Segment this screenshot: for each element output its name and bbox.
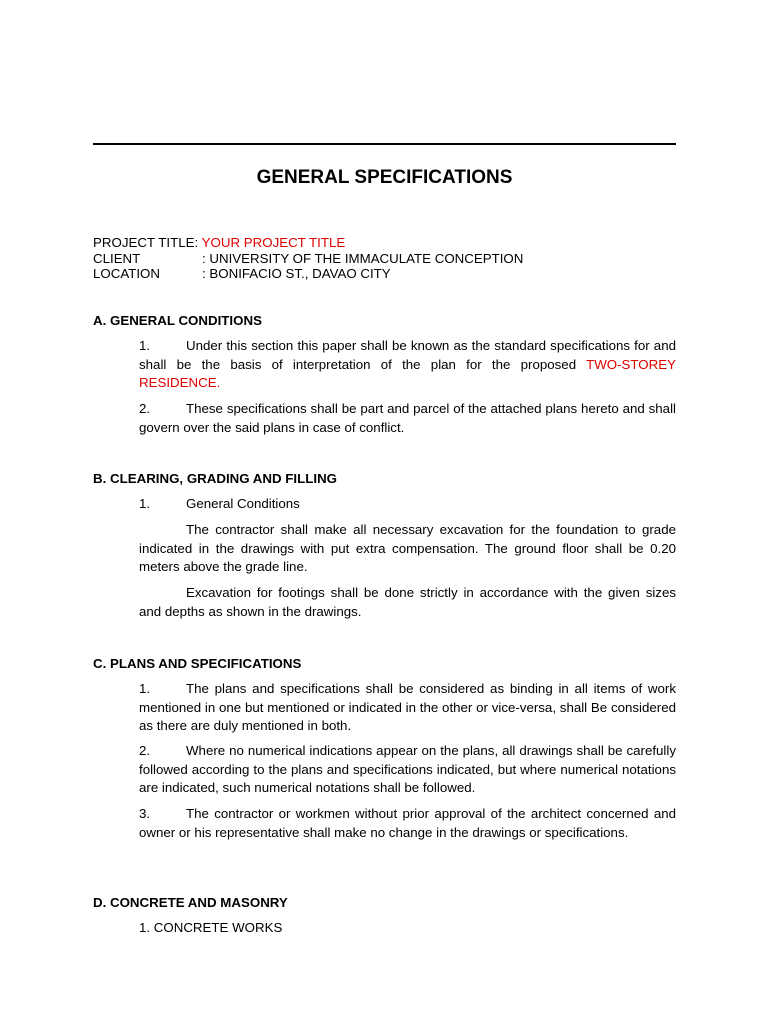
item-number: 1. bbox=[139, 338, 151, 353]
item-text: The plans and specifications shall be considered as binding in all items of work mentioned in one but mentioned or indicated in the other or vice-versa, shall Be considered as there are duly mentioned in both. bbox=[139, 681, 676, 733]
section-c-heading: C. PLANS AND SPECIFICATIONS bbox=[93, 656, 302, 671]
section-c-item-2 bbox=[139, 742, 676, 798]
project-title-label: PROJECT TITLE: bbox=[93, 235, 199, 250]
item-text: These specifications shall be part and parcel of the attached plans hereto and shall govern over the said plans in case of conflict. bbox=[139, 401, 676, 435]
project-title-value: YOUR PROJECT TITLE bbox=[201, 235, 346, 250]
section-b-heading: B. CLEARING, GRADING AND FILLING bbox=[93, 471, 338, 486]
client-row bbox=[93, 251, 523, 267]
item-number: 2. bbox=[139, 743, 151, 758]
client-label: CLIENT bbox=[93, 250, 141, 266]
section-a-item-1 bbox=[139, 337, 676, 393]
item-text: The contractor or workmen without prior approval of the architect concerned and owner or his representative shall make no change in the drawings or specifications. bbox=[139, 806, 676, 840]
location-value: : BONIFACIO ST., DAVAO CITY bbox=[202, 266, 391, 281]
location-label: LOCATION bbox=[93, 266, 160, 281]
item-text: Where no numerical indications appear on the plans, all drawings shall be carefully followed according to the plans and specifications indicated, but where numerical notations are indicated, such numerical notations shall be followed. bbox=[139, 743, 676, 795]
section-b-paragraph-3: Excavation for footings shall be done strictly in accordance with the given sizes and depths as shown in the drawings. bbox=[139, 585, 676, 619]
item-text: General Conditions bbox=[186, 496, 300, 511]
section-d-heading: D. CONCRETE AND MASONRY bbox=[93, 895, 288, 910]
project-info bbox=[93, 235, 523, 282]
project-title-row bbox=[93, 235, 523, 251]
item-number: 2. bbox=[139, 401, 151, 416]
location-row bbox=[93, 266, 523, 282]
section-a-heading: A. GENERAL CONDITIONS bbox=[93, 313, 262, 328]
header-rule bbox=[93, 143, 676, 145]
section-b-paragraph-2: The contractor shall make all necessary excavation for the foundation to grade indicated in the drawings with put extra compensation. The ground floor shall be 0.20 meters above the grade line. bbox=[139, 522, 676, 574]
item-number: 1. bbox=[139, 681, 151, 696]
section-a-item-2 bbox=[139, 400, 676, 437]
section-b-item-1 bbox=[139, 495, 676, 514]
client-value: : UNIVERSITY OF THE IMMACULATE CONCEPTION bbox=[202, 250, 524, 266]
document-title: GENERAL SPECIFICATIONS bbox=[256, 167, 513, 188]
section-c-item-1 bbox=[139, 680, 676, 736]
section-c-item-3 bbox=[139, 805, 676, 842]
section-d-item-1: 1. CONCRETE WORKS bbox=[139, 920, 283, 935]
item-highlight: TWO-STOREY RESIDENCE. bbox=[139, 356, 676, 390]
item-text: Under this section this paper shall be known as the standard specifications for and shall be the basis of interpretation of the plan for the proposed bbox=[139, 338, 676, 372]
item-number: 1. bbox=[139, 496, 151, 511]
item-number: 3. bbox=[139, 806, 151, 821]
